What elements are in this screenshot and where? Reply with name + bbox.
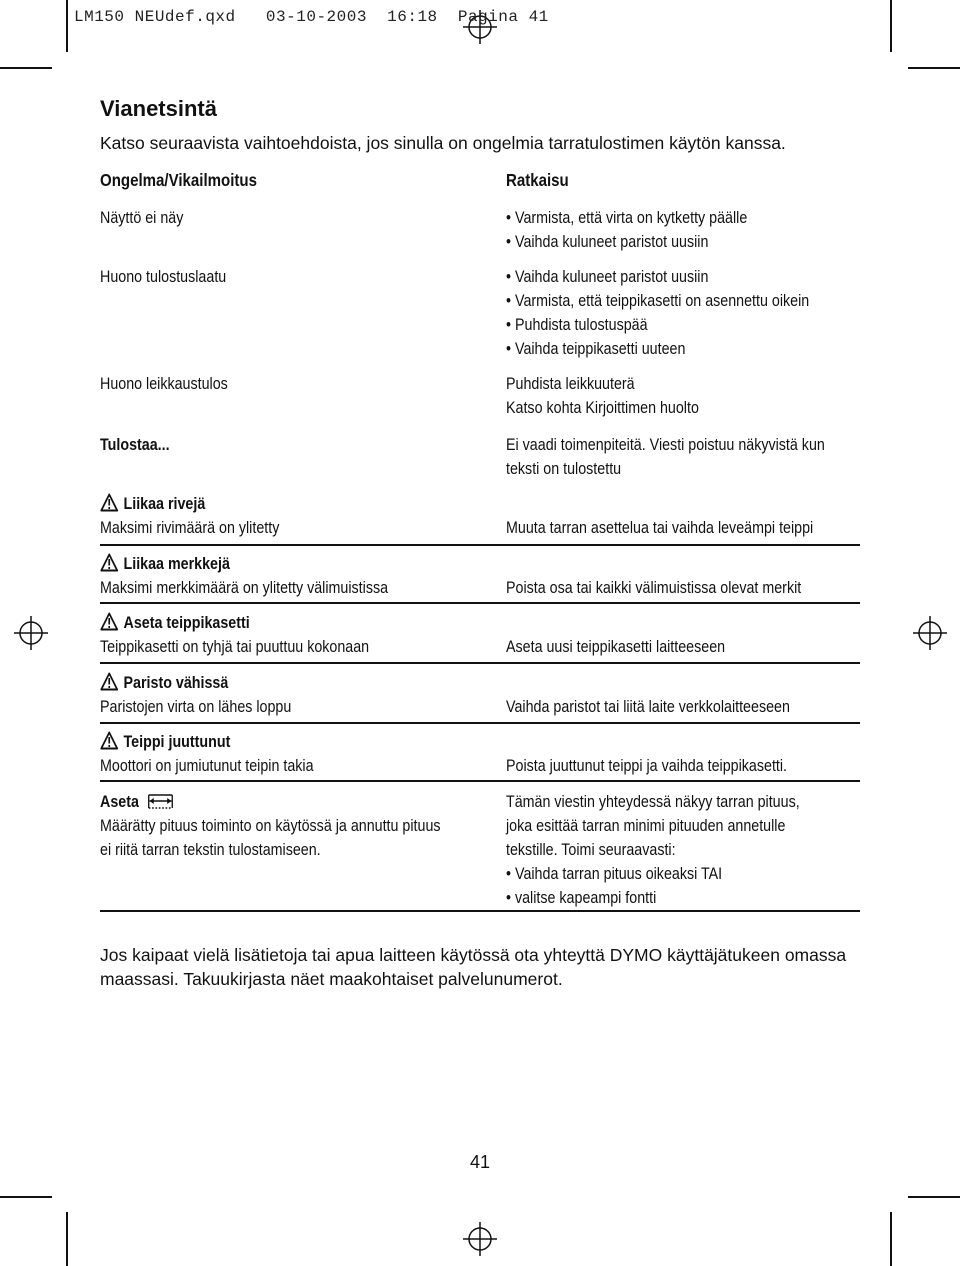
table-divider	[100, 780, 860, 782]
list-item: • Vaihda kuluneet paristot uusiin	[506, 230, 747, 254]
table-divider	[100, 910, 860, 912]
crop-mark	[890, 0, 892, 52]
file-slug: LM150 NEUdef.qxd 03-10-2003 16:18 Pagina 41	[74, 8, 549, 26]
solution-cell: Vaihda paristot tai liitä laite verkkolaitteeseen	[506, 697, 790, 716]
warning-triangle-icon	[100, 672, 118, 691]
solution-cell: Poista juuttunut teippi ja vaihda teippikasetti.	[506, 756, 788, 775]
crop-mark	[908, 1196, 960, 1198]
crop-mark	[908, 67, 960, 69]
solution-cell: Tämän viestin yhteydessä näkyy tarran pituus, joka esittää tarran minimi pituuden annetulle tekstille. Toimi seuraavasti: • Vaihda tarran pituus oikeaksi TAI • valitse kapeampi fontti	[506, 790, 800, 910]
problem-cell: Näyttö ei näy	[100, 208, 184, 227]
warning-triangle-icon	[100, 553, 118, 572]
solution-cell	[506, 265, 809, 361]
list-item: • valitse kapeampi fontti	[506, 886, 800, 910]
registration-mark-icon	[14, 616, 48, 650]
registration-mark-icon	[463, 1222, 497, 1256]
solution-cell: Puhdista leikkuuterä Katso kohta Kirjoittimen huolto	[506, 374, 699, 417]
list-item: • Puhdista tulostuspää	[506, 313, 809, 337]
solution-list	[506, 862, 800, 910]
table-divider	[100, 722, 860, 724]
warning-triangle-icon	[100, 612, 118, 631]
crop-mark	[66, 1212, 68, 1266]
problem-cell: Teippi juuttunut Moottori on jumiutunut teipin takia	[100, 732, 314, 775]
solution-column-header: Ratkaisu	[506, 170, 569, 190]
solution-cell: Ei vaadi toimenpiteitä. Viesti poistuu näkyvistä kun teksti on tulostettu	[506, 435, 825, 478]
warning-triangle-icon	[100, 731, 118, 750]
page-title: Vianetsintä	[100, 96, 217, 121]
list-item: • Vaihda teippikasetti uuteen	[506, 337, 809, 361]
solution-cell: Muuta tarran asettelua tai vaihda leveämpi teippi	[506, 518, 814, 537]
label-length-icon	[147, 793, 174, 809]
problem-column-header: Ongelma/Vikailmoitus	[100, 170, 257, 190]
crop-mark	[890, 1212, 892, 1266]
solution-cell	[506, 206, 747, 254]
contact-note: Jos kaipaat vielä lisätietoja tai apua laitteen käytössä ota yhteyttä DYMO käyttäjätukeen omassa maassasi. Takuukirjasta näet maakohtaiset palvelunumerot.	[100, 945, 847, 989]
crop-mark	[0, 1196, 52, 1198]
problem-cell: Paristo vähissä Paristojen virta on lähes loppu	[100, 673, 292, 716]
warning-triangle-icon	[100, 493, 118, 512]
problem-cell: Liikaa merkkejä Maksimi merkkimäärä on ylitetty välimuistissa	[100, 554, 389, 597]
table-divider	[100, 662, 860, 664]
crop-mark	[0, 67, 52, 69]
table-divider	[100, 602, 860, 604]
solution-cell: Poista osa tai kaikki välimuistissa olevat merkit	[506, 578, 802, 597]
page-number: 41	[470, 1152, 491, 1172]
list-item: • Varmista, että virta on kytketty päälle	[506, 206, 747, 230]
list-item: • Vaihda kuluneet paristot uusiin	[506, 265, 809, 289]
solution-list	[506, 206, 747, 254]
problem-cell: Liikaa rivejä Maksimi rivimäärä on ylitetty	[100, 494, 280, 537]
list-item: • Vaihda tarran pituus oikeaksi TAI	[506, 862, 800, 886]
problem-cell: Huono leikkaustulos	[100, 374, 228, 393]
solution-list	[506, 265, 809, 361]
crop-mark	[66, 0, 68, 52]
registration-mark-icon	[913, 616, 947, 650]
list-item: • Varmista, että teippikasetti on asennettu oikein	[506, 289, 809, 313]
solution-cell: Aseta uusi teippikasetti laitteeseen	[506, 637, 726, 656]
problem-cell: Huono tulostuslaatu	[100, 267, 227, 286]
table-divider	[100, 544, 860, 546]
problem-cell: Tulostaa...	[100, 435, 170, 454]
intro-text: Katso seuraavista vaihtoehdoista, jos sinulla on ongelmia tarratulostimen käytön kanssa.	[100, 133, 786, 153]
problem-cell: Aseta Määrätty pituus toiminto on käytössä ja annuttu pituus ei riitä tarran tekstin tulostamiseen.	[100, 792, 441, 859]
problem-cell: Aseta teippikasetti Teippikasetti on tyhjä tai puuttuu kokonaan	[100, 613, 370, 656]
